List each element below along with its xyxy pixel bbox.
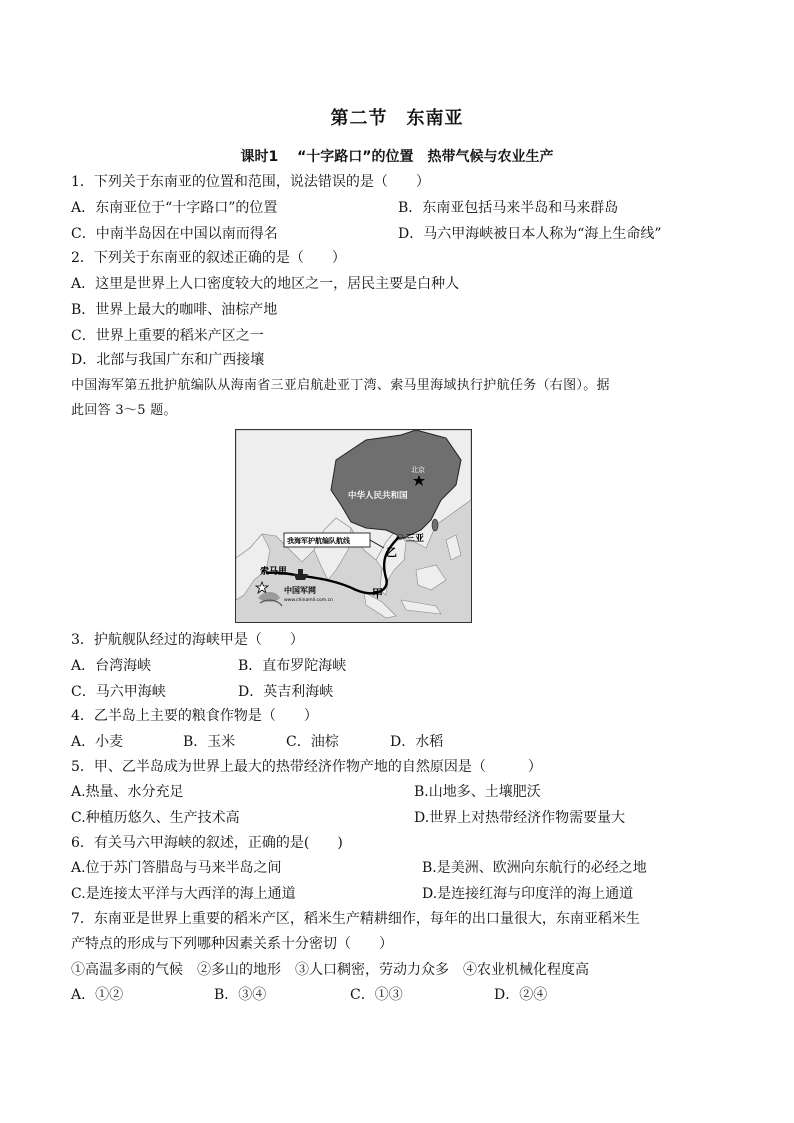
- q6-option-d: D.是连接红海与印度洋的海上通道: [422, 886, 634, 902]
- q1-option-d: D．马六甲海峡被日本人称为“海上生命线”: [398, 226, 662, 242]
- beijing-label: 北京: [411, 466, 425, 474]
- q4-option-c: C．油棕: [286, 734, 339, 750]
- q6-stem: 6．有关马六甲海峡的叙述，正确的是( ): [71, 835, 343, 851]
- somalia-star: [256, 582, 268, 593]
- q5-option-d: D.世界上对热带经济作物需要量大: [414, 810, 626, 826]
- q4-option-b: B．玉米: [183, 734, 236, 750]
- q5-stem: 5．甲、乙半岛成为世界上最大的热带经济作物产地的自然原因是（ ）: [71, 759, 542, 775]
- q7-option-b: B．③④: [214, 987, 267, 1003]
- strait-jia-label: 甲: [372, 587, 383, 600]
- q2-option-c: C．世界上重要的稻米产区之一: [71, 328, 264, 344]
- somalia-label: 索马里: [260, 567, 288, 577]
- q2-option-a: A．这里是世界上人口密度较大的地区之一，居民主要是白种人: [71, 276, 460, 292]
- q3-option-c: C．马六甲海峡: [71, 684, 166, 700]
- q3-option-a: A．台湾海峡: [71, 658, 152, 674]
- q7-factors: ①高温多雨的气候 ②多山的地形 ③人口稠密，劳动力众多 ④农业机械化程度高: [71, 962, 589, 978]
- intro-line-1: 中国海军第五批护航编队从海南省三亚启航赴亚丁湾、索马里海域执行护航任务（右图）。据: [71, 378, 610, 393]
- q5-option-a: A.热量、水分充足: [71, 784, 184, 800]
- q7-stem-line-2: 产特点的形成与下列哪种因素关系十分密切（ ）: [71, 936, 393, 952]
- q2-stem: 2．下列关于东南亚的叙述正确的是（ ）: [71, 250, 346, 266]
- q1-stem: 1．下列关于东南亚的位置和范围，说法错误的是（ ）: [71, 174, 430, 190]
- q2-option-b: B．世界上最大的咖啡、油棕产地: [71, 302, 278, 318]
- philippines-islands: [446, 535, 461, 560]
- q7-stem-line-1: 7．东南亚是世界上重要的稻米产区，稻米生产精耕细作，每年的出口量很大，东南亚稻米生: [71, 911, 640, 927]
- taiwan-island: [432, 519, 438, 531]
- peninsula-yi-label: 乙: [386, 546, 397, 559]
- route-label: 我海军护航编队航线: [287, 537, 350, 545]
- q3-stem: 3．护航舰队经过的海峡甲是（ ）: [71, 632, 304, 648]
- q4-option-d: D．水稻: [390, 734, 444, 750]
- warship-tower-icon: [298, 569, 303, 574]
- q1-option-b: B．东南亚包括马来半岛和马来群岛: [398, 200, 619, 216]
- q7-option-c: C．①③: [350, 987, 403, 1003]
- warship-icon: [294, 574, 308, 580]
- page-title: 第二节 东南亚: [330, 108, 464, 129]
- intro-line-2: 此回答 3～5 题。: [71, 403, 177, 418]
- java-island: [401, 600, 441, 614]
- q1-option-c: C．中南半岛因在中国以南而得名: [71, 226, 278, 242]
- q3-option-b: B．直布罗陀海峡: [238, 658, 347, 674]
- q6-option-c: C.是连接太平洋与大西洋的海上通道: [71, 886, 296, 902]
- q2-option-d: D．北部与我国广东和广西接壤: [71, 352, 265, 368]
- china-label: 中华人民共和国: [348, 491, 408, 501]
- q4-stem: 4．乙半岛上主要的粮食作物是（ ）: [71, 708, 318, 724]
- q5-option-c: C.种植历悠久、生产技术高: [71, 810, 240, 826]
- q6-option-a: A.位于苏门答腊岛与马来半岛之间: [71, 860, 282, 876]
- chinamil-logo-url: www.chinamil.com.cn: [284, 598, 333, 603]
- borneo-island: [416, 565, 446, 590]
- chinamil-logo-text: 中国军网: [284, 586, 316, 595]
- lesson-subtitle: 课时1 “十字路口”的位置 热带气候与农业生产: [240, 149, 554, 165]
- q4-option-a: A．小麦: [71, 734, 124, 750]
- q1-option-a: A．东南亚位于“十字路口”的位置: [71, 200, 278, 216]
- sanya-label: 三亚: [406, 534, 425, 544]
- q3-option-d: D．英吉利海峡: [238, 684, 334, 700]
- q5-option-b: B.山地多、土壤肥沃: [414, 784, 541, 800]
- q7-option-d: D．②④: [494, 987, 548, 1003]
- escort-route-map: [235, 429, 472, 623]
- q7-option-a: A．①②: [71, 987, 124, 1003]
- q6-option-b: B.是美洲、欧洲向东航行的必经之地: [422, 860, 647, 876]
